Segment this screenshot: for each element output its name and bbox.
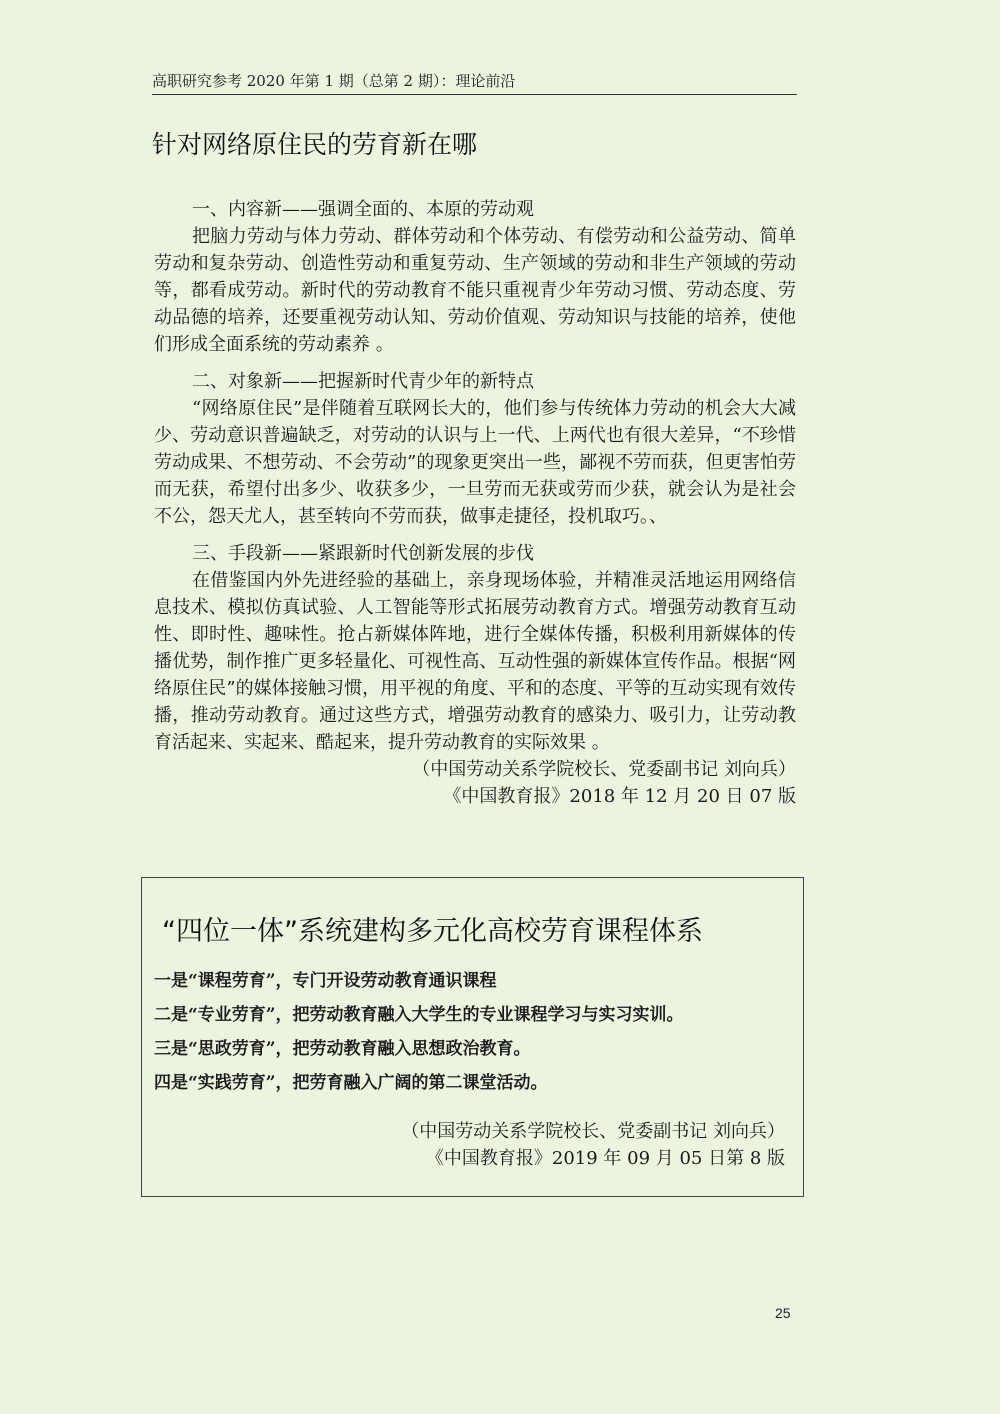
- article-source: 《中国教育报》2018 年 12 月 20 日 07 版: [443, 786, 796, 807]
- running-header: 高职研究参考 2020 年第 1 期（总第 2 期）：理论前沿: [152, 70, 797, 95]
- article-body: [154, 196, 796, 810]
- section-paragraph: 把脑力劳动与体力劳动、群体劳动和个体劳动、有偿劳动和公益劳动、简单劳动和复杂劳动、创造性劳动和重复劳动、生产领域的劳动和非生产领域的劳动等，都看成劳动。新时代的劳动教育不能只重视青少年劳动习惯、劳动态度、劳动品德的培养，还要重视劳动认知、劳动价值观、劳动知识与技能的培养，使他们形成全面系统的劳动素养 。: [154, 226, 796, 355]
- section-paragraph: “网络原住民”是伴随着互联网长大的，他们参与传统体力劳动的机会大大减少、劳动意识普遍缺乏，对劳动的认识与上一代、上两代也有很大差异，“不珍惜劳动成果、不想劳动、不会劳动”的现象更突出一些，鄙视不劳而获，但更害怕劳而无获，希望付出多少、收获多少，一旦劳而无获或劳而少获，就会认为是社会不公，怨天尤人，甚至转向不劳而获，做事走捷径，投机取巧。、: [154, 398, 796, 527]
- section-heading: 三、手段新——紧跟新时代创新发展的步伐: [192, 543, 534, 564]
- page-number: 25: [775, 1305, 791, 1321]
- box-item: 三是“思政劳育”，把劳动教育融入思想政治教育。: [154, 1039, 531, 1059]
- section-heading: 一、内容新——强调全面的、本原的劳动观: [192, 199, 534, 220]
- article-author: （中国劳动关系学院校长、党委副书记 刘向兵）: [412, 759, 796, 780]
- article-title: 针对网络原住民的劳育新在哪: [152, 130, 478, 159]
- box-attribution: [401, 1118, 785, 1172]
- section-paragraph: 在借鉴国内外先进经验的基础上，亲身现场体验，并精准灵活地运用网络信息技术、模拟仿真试验、人工智能等形式拓展劳动教育方式。增强劳动教育互动性、即时性、趣味性。抢占新媒体阵地，进行全媒体传播，积极利用新媒体的传播优势，制作推广更多轻量化、可视性高、互动性强的新媒体宣传作品。根据“网络原住民”的媒体接触习惯，用平视的角度、平和的态度、平等的互动实现有效传播，推动劳动教育。通过这些方式，增强劳动教育的感染力、吸引力，让劳动教育活起来、实起来、酷起来，提升劳动教育的实际效果 。: [154, 570, 796, 753]
- section-heading: 二、对象新——把握新时代青少年的新特点: [192, 371, 534, 392]
- box-source: 《中国教育报》2019 年 09 月 05 日第 8 版: [425, 1148, 785, 1169]
- box-item: 一是“课程劳育”，专门开设劳动教育通识课程: [154, 971, 497, 991]
- box-title: “四位一体”系统建构多元化高校劳育课程体系: [162, 916, 703, 947]
- box-item-list: [154, 964, 794, 1100]
- box-item: 二是“专业劳育”，把劳动教育融入大学生的专业课程学习与实习实训。: [154, 1005, 684, 1025]
- box-item: 四是“实践劳育”，把劳育融入广阔的第二课堂活动。: [154, 1073, 548, 1093]
- box-author: （中国劳动关系学院校长、党委副书记 刘向兵）: [401, 1121, 785, 1142]
- sidebar-box: [141, 877, 804, 1197]
